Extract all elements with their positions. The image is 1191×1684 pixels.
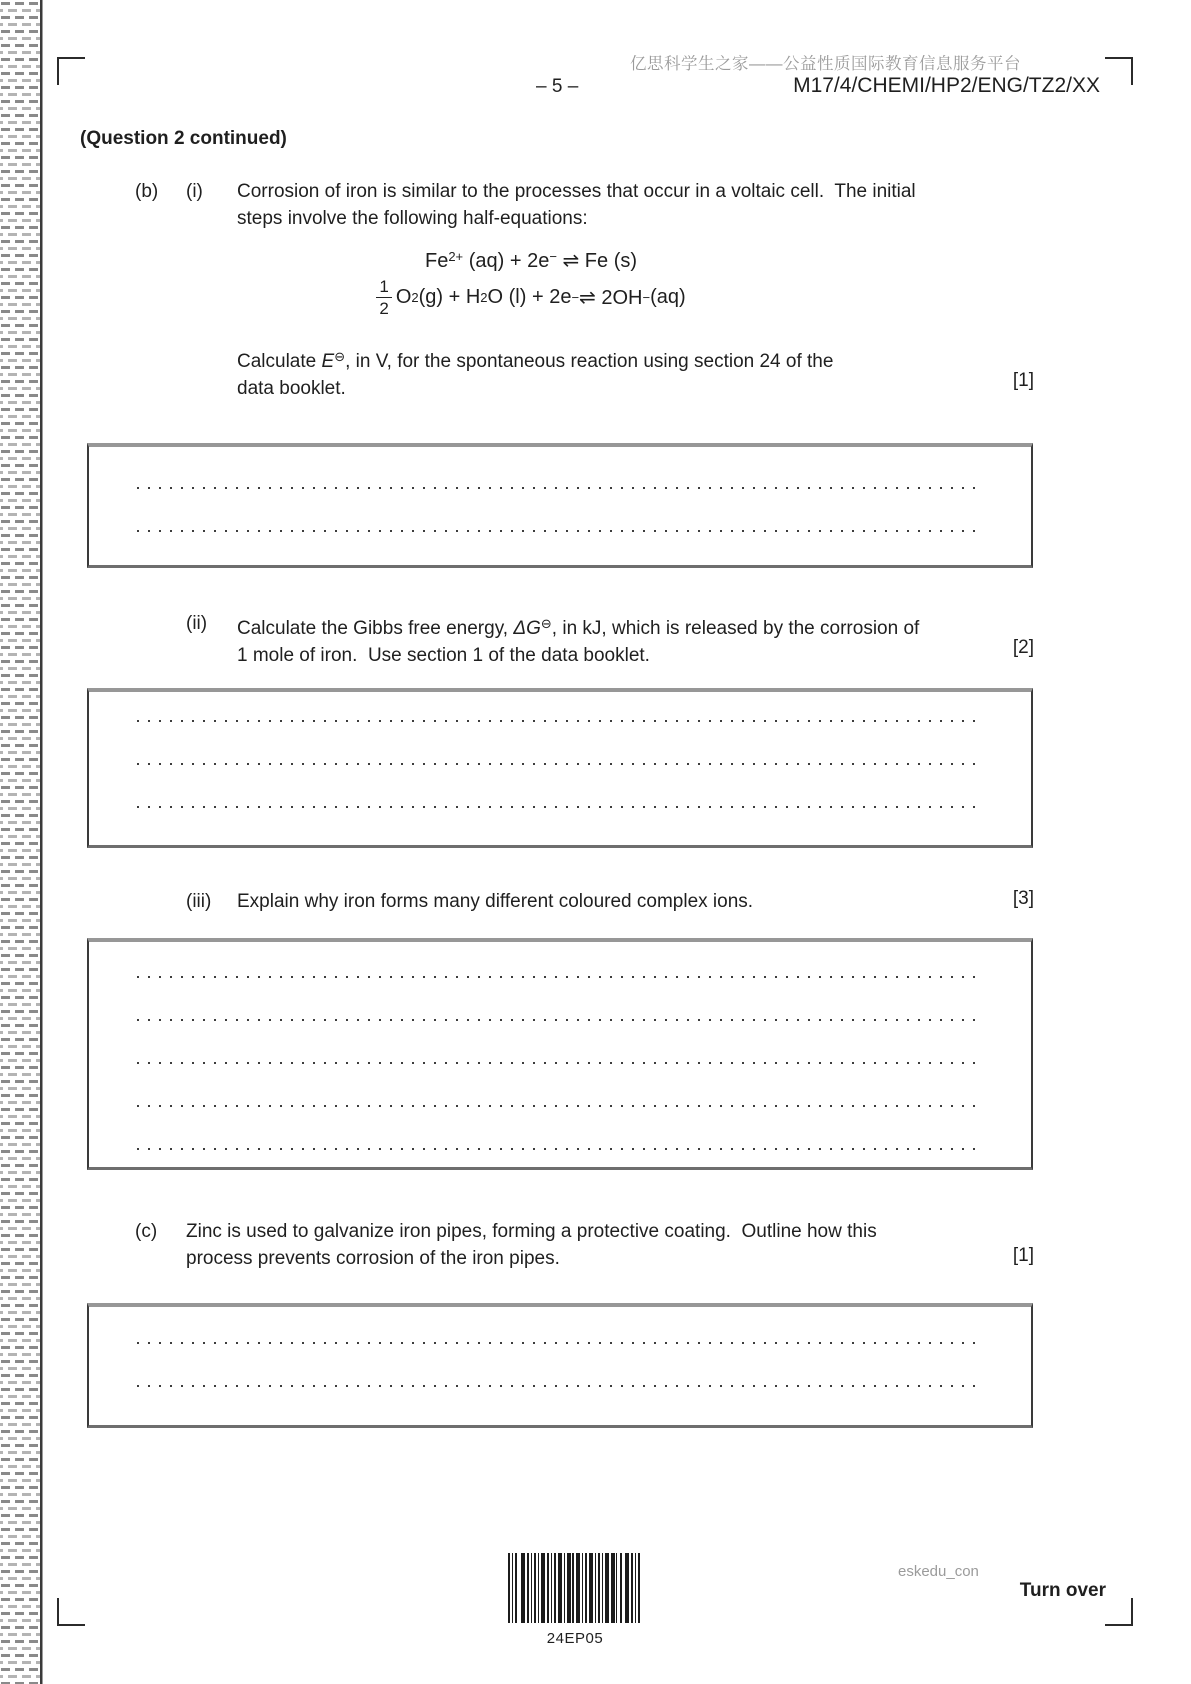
- dotted-answer-line[interactable]: [137, 720, 983, 722]
- half-equation-2: $\frac{1}{2}$ O 2 (g) + H 2 O (l) + 2e − ⇌ 2OH − (aq): [87, 277, 975, 318]
- dotted-answer-line[interactable]: [137, 806, 983, 808]
- answer-box-4[interactable]: [87, 1303, 1033, 1428]
- turn-over-label: Turn over: [1019, 1580, 1106, 1601]
- roman-label-ii: (ii): [186, 613, 208, 634]
- question-continued-title: (Question 2 continued): [80, 128, 287, 149]
- question-text-line: Corrosion of iron is similar to the processes that occur in a voltaic cell. The initial: [237, 181, 916, 202]
- dotted-answer-line[interactable]: [137, 763, 983, 765]
- dotted-answer-line[interactable]: [137, 1342, 983, 1344]
- mark-allocation: [2]: [1012, 637, 1034, 658]
- question-text-line: steps involve the following half-equations:: [237, 208, 588, 229]
- crop-mark-top-right: [1105, 57, 1133, 85]
- answer-box-1[interactable]: [87, 443, 1033, 568]
- question-c: [135, 1218, 1034, 1272]
- question-text-line: Calculate the Gibbs free energy, ΔG⊖, in kJ, which is released by the corrosion of: [237, 616, 920, 639]
- paper-code: M17/4/CHEMI/HP2/ENG/TZ2/XX: [793, 74, 1100, 97]
- roman-label-iii: (iii): [186, 891, 212, 912]
- scan-edge-hatch-pattern: [0, 0, 43, 1684]
- part-label-b: (b): [135, 181, 159, 202]
- dotted-answer-line[interactable]: [137, 487, 983, 489]
- question-text-line: process prevents corrosion of the iron pipes.: [186, 1248, 560, 1269]
- crop-mark-top-left: [57, 57, 85, 85]
- question-text-line: Calculate E⊖, in V, for the spontaneous reaction using section 24 of the: [237, 349, 834, 372]
- answer-box-3[interactable]: [87, 938, 1033, 1170]
- dotted-answer-line[interactable]: [137, 530, 983, 532]
- barcode-image: [508, 1553, 642, 1623]
- question-text-line: 1 mole of iron. Use section 1 of the data booklet.: [237, 645, 650, 666]
- question-b-iii: [186, 888, 1034, 915]
- question-text-line: Explain why iron forms many different coloured complex ions.: [237, 891, 754, 912]
- question-b-i-calc: [237, 343, 1034, 402]
- half-equation-1: $Fe^{2+}$ (aq) + 2e− ⇌ Fe (s): [424, 249, 638, 272]
- question-b-i: [135, 178, 1034, 232]
- question-text-line: Zinc is used to galvanize iron pipes, forming a protective coating. Outline how this: [186, 1221, 877, 1242]
- question-text-line: data booklet.: [237, 378, 346, 399]
- platform-watermark: 亿思科学生之家——公益性质国际教育信息服务平台: [630, 55, 1021, 73]
- page-number: – 5 –: [536, 76, 579, 97]
- question-b-ii: [186, 610, 1034, 669]
- mark-allocation: [3]: [1012, 888, 1034, 909]
- mark-allocation: [1]: [1012, 1245, 1034, 1266]
- half-equations: [87, 248, 975, 322]
- answer-box-2[interactable]: [87, 688, 1033, 848]
- page-barcode: [508, 1553, 642, 1647]
- roman-label-i: (i): [186, 181, 203, 202]
- dotted-answer-line[interactable]: [137, 1062, 983, 1064]
- dotted-answer-line[interactable]: [137, 1148, 983, 1150]
- site-watermark: eskedu_con: [898, 1563, 979, 1580]
- dotted-answer-line[interactable]: [137, 1385, 983, 1387]
- dotted-answer-line[interactable]: [137, 1105, 983, 1107]
- dotted-answer-line[interactable]: [137, 976, 983, 978]
- dotted-answer-line[interactable]: [137, 1019, 983, 1021]
- part-label-c: (c): [135, 1221, 158, 1242]
- barcode-label: 24EP05: [546, 1630, 604, 1647]
- mark-allocation: [1]: [1012, 370, 1034, 391]
- crop-mark-bottom-left: [57, 1598, 85, 1626]
- crop-mark-bottom-right: [1105, 1598, 1133, 1626]
